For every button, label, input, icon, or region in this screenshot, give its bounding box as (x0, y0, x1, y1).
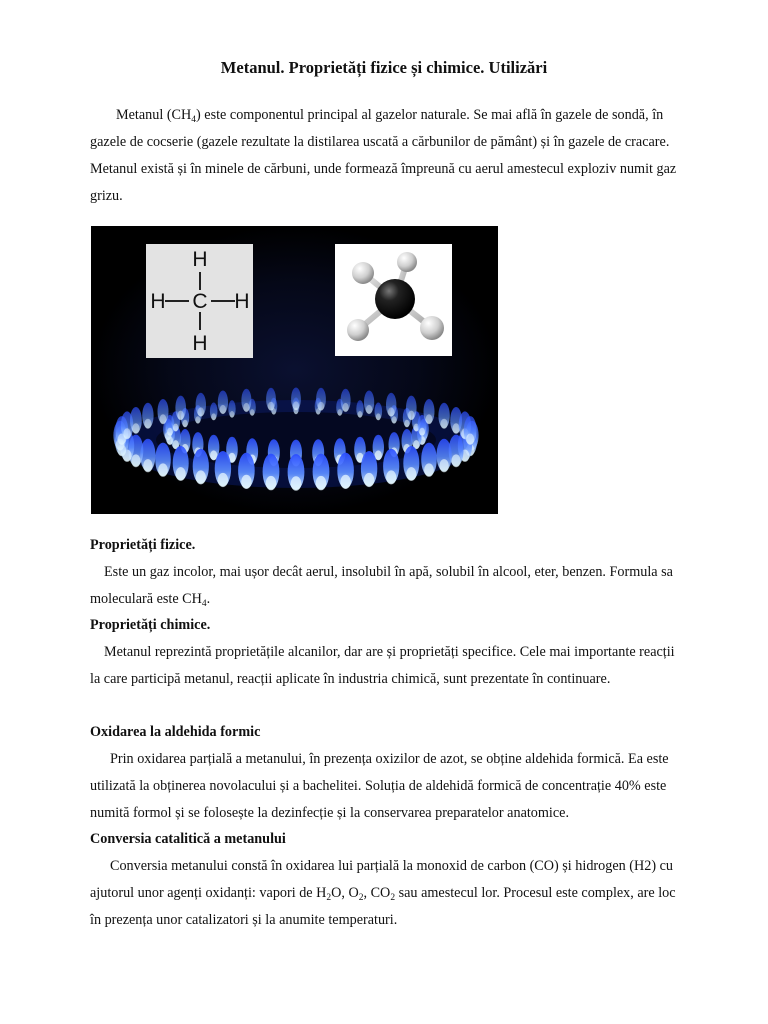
flame-core (220, 405, 226, 414)
flame-core (318, 402, 324, 411)
flame-core (358, 411, 363, 418)
flame-core (131, 454, 140, 467)
physical-text: Este un gaz incolor, mai ușor decât aerul, insolubil în apă, solubil în alcool, eter, benzen. Formula sa moleculară este CH (90, 564, 673, 607)
flame-core (392, 416, 397, 423)
flame-core (183, 420, 188, 428)
flame-core (441, 419, 448, 429)
flame-core (177, 411, 184, 421)
chemical-paragraph: Metanul reprezintă proprietățile alcanilor, dar are și proprietăți specifice. Cele mai importante reacții la care participă metanul, reacții aplicate în industria chimică, sunt prezentate în continuare. (90, 644, 675, 687)
conversion-text-b: O, O (331, 885, 359, 901)
gas-burner-flame-image (91, 226, 498, 514)
physical-paragraph (90, 559, 682, 613)
flame-core (452, 423, 459, 434)
flame-core (343, 403, 349, 412)
flame-core (266, 476, 276, 490)
conversion-text-a: Conversia metanului constă în oxidarea lui parțială la monoxid de carbon (CO) și hidrogen (H2) cu ajutorul unor agenți oxidanți: vapori de H (90, 858, 674, 901)
flame-core (176, 467, 186, 481)
flame-core (404, 420, 409, 428)
flame-core (424, 463, 434, 476)
conversion-text-c: , CO (363, 885, 391, 901)
flame-core (195, 416, 200, 423)
flame-core (230, 411, 235, 418)
flame-core (218, 473, 228, 487)
flame-core (388, 407, 394, 416)
flame-core (439, 459, 448, 472)
intro-paragraph (90, 102, 682, 210)
heading-chemical-properties: Proprietăți chimice. (90, 617, 211, 633)
flame-core (268, 402, 274, 411)
heading-catalytic-conversion: Conversia catalitică a metanului (90, 831, 286, 847)
intro-text: Metanul (CH (116, 107, 192, 123)
oxidation-paragraph: Prin oxidarea parțială a metanului, în prezența oxizilor de azot, se obține aldehida formică. Ea este utilizată la obținerea novolacului și a bachelitei. Soluția de aldehidă formică de concentrație 40% este numită formol și se folosește la dezinfecție și la conservarea preparatelor anatomice. (90, 751, 669, 821)
flame-core (366, 405, 372, 414)
flame-core (160, 414, 167, 424)
flame-core (196, 470, 206, 484)
formula-h-top: H (192, 248, 208, 271)
flame-core (466, 434, 474, 445)
flame-core (364, 473, 374, 487)
flame-core (211, 413, 216, 420)
structural-formula (146, 244, 253, 358)
ball-and-stick-model (335, 244, 452, 356)
conversion-sub-3: 2 (390, 893, 396, 903)
intro-subscript: 4 (191, 115, 197, 125)
flame-core (386, 470, 396, 484)
conversion-sub-1: 2 (326, 893, 332, 903)
flame-core (167, 428, 173, 436)
flame-core (198, 407, 204, 416)
flame-core (250, 409, 254, 416)
flame-core (241, 475, 251, 489)
flame-core (426, 414, 433, 424)
flame-core (340, 475, 350, 489)
flame-core (376, 413, 381, 420)
conversion-paragraph (90, 853, 682, 934)
flame-core (338, 409, 342, 416)
flame-core (419, 428, 425, 436)
formula-h-left: H (150, 290, 166, 313)
flame-core (293, 401, 299, 410)
flame-core (406, 467, 416, 481)
physical-subscript: 4 (201, 599, 207, 609)
flame-core (408, 411, 415, 421)
flame-core (143, 459, 152, 472)
conversion-text-d: sau amestecul lor. Procesul este complex, are loc în prezența unor catalizatori și la anumite temperaturi. (90, 885, 676, 928)
formula-h-bottom: H (192, 332, 208, 355)
flame-core (158, 463, 168, 476)
physical-text-end: . (206, 591, 211, 607)
flame-core (132, 423, 139, 434)
flame-core (144, 419, 151, 429)
heading-oxidation: Oxidarea la aldehida formic (90, 724, 261, 740)
flame-core (173, 424, 178, 432)
conversion-sub-2: 2 (358, 893, 364, 903)
flame-core (243, 403, 249, 412)
flame-core (316, 476, 326, 490)
formula-c-center: C (192, 290, 208, 313)
intro-text-rest: ) este componentul principal al gazelor naturale. Se mai află în gazele de sondă, în gazele de cocserie (gazele rezultate la distilarea uscată a cărbunilor de pământ) și în gazele de cracare. Metanul există și în minele de cărbuni, unde formează împreună cu aerul amestecul exploziv numit gaz grizu. (90, 107, 677, 204)
methane-figure (91, 226, 498, 514)
page-title: Metanul. Proprietăți fizice și chimice. Utilizări (220, 58, 548, 77)
flame-core (123, 428, 131, 439)
heading-physical-properties: Proprietăți fizice. (90, 537, 196, 553)
flame-core (291, 476, 302, 490)
flame-core (452, 454, 461, 467)
formula-h-right: H (234, 290, 250, 313)
